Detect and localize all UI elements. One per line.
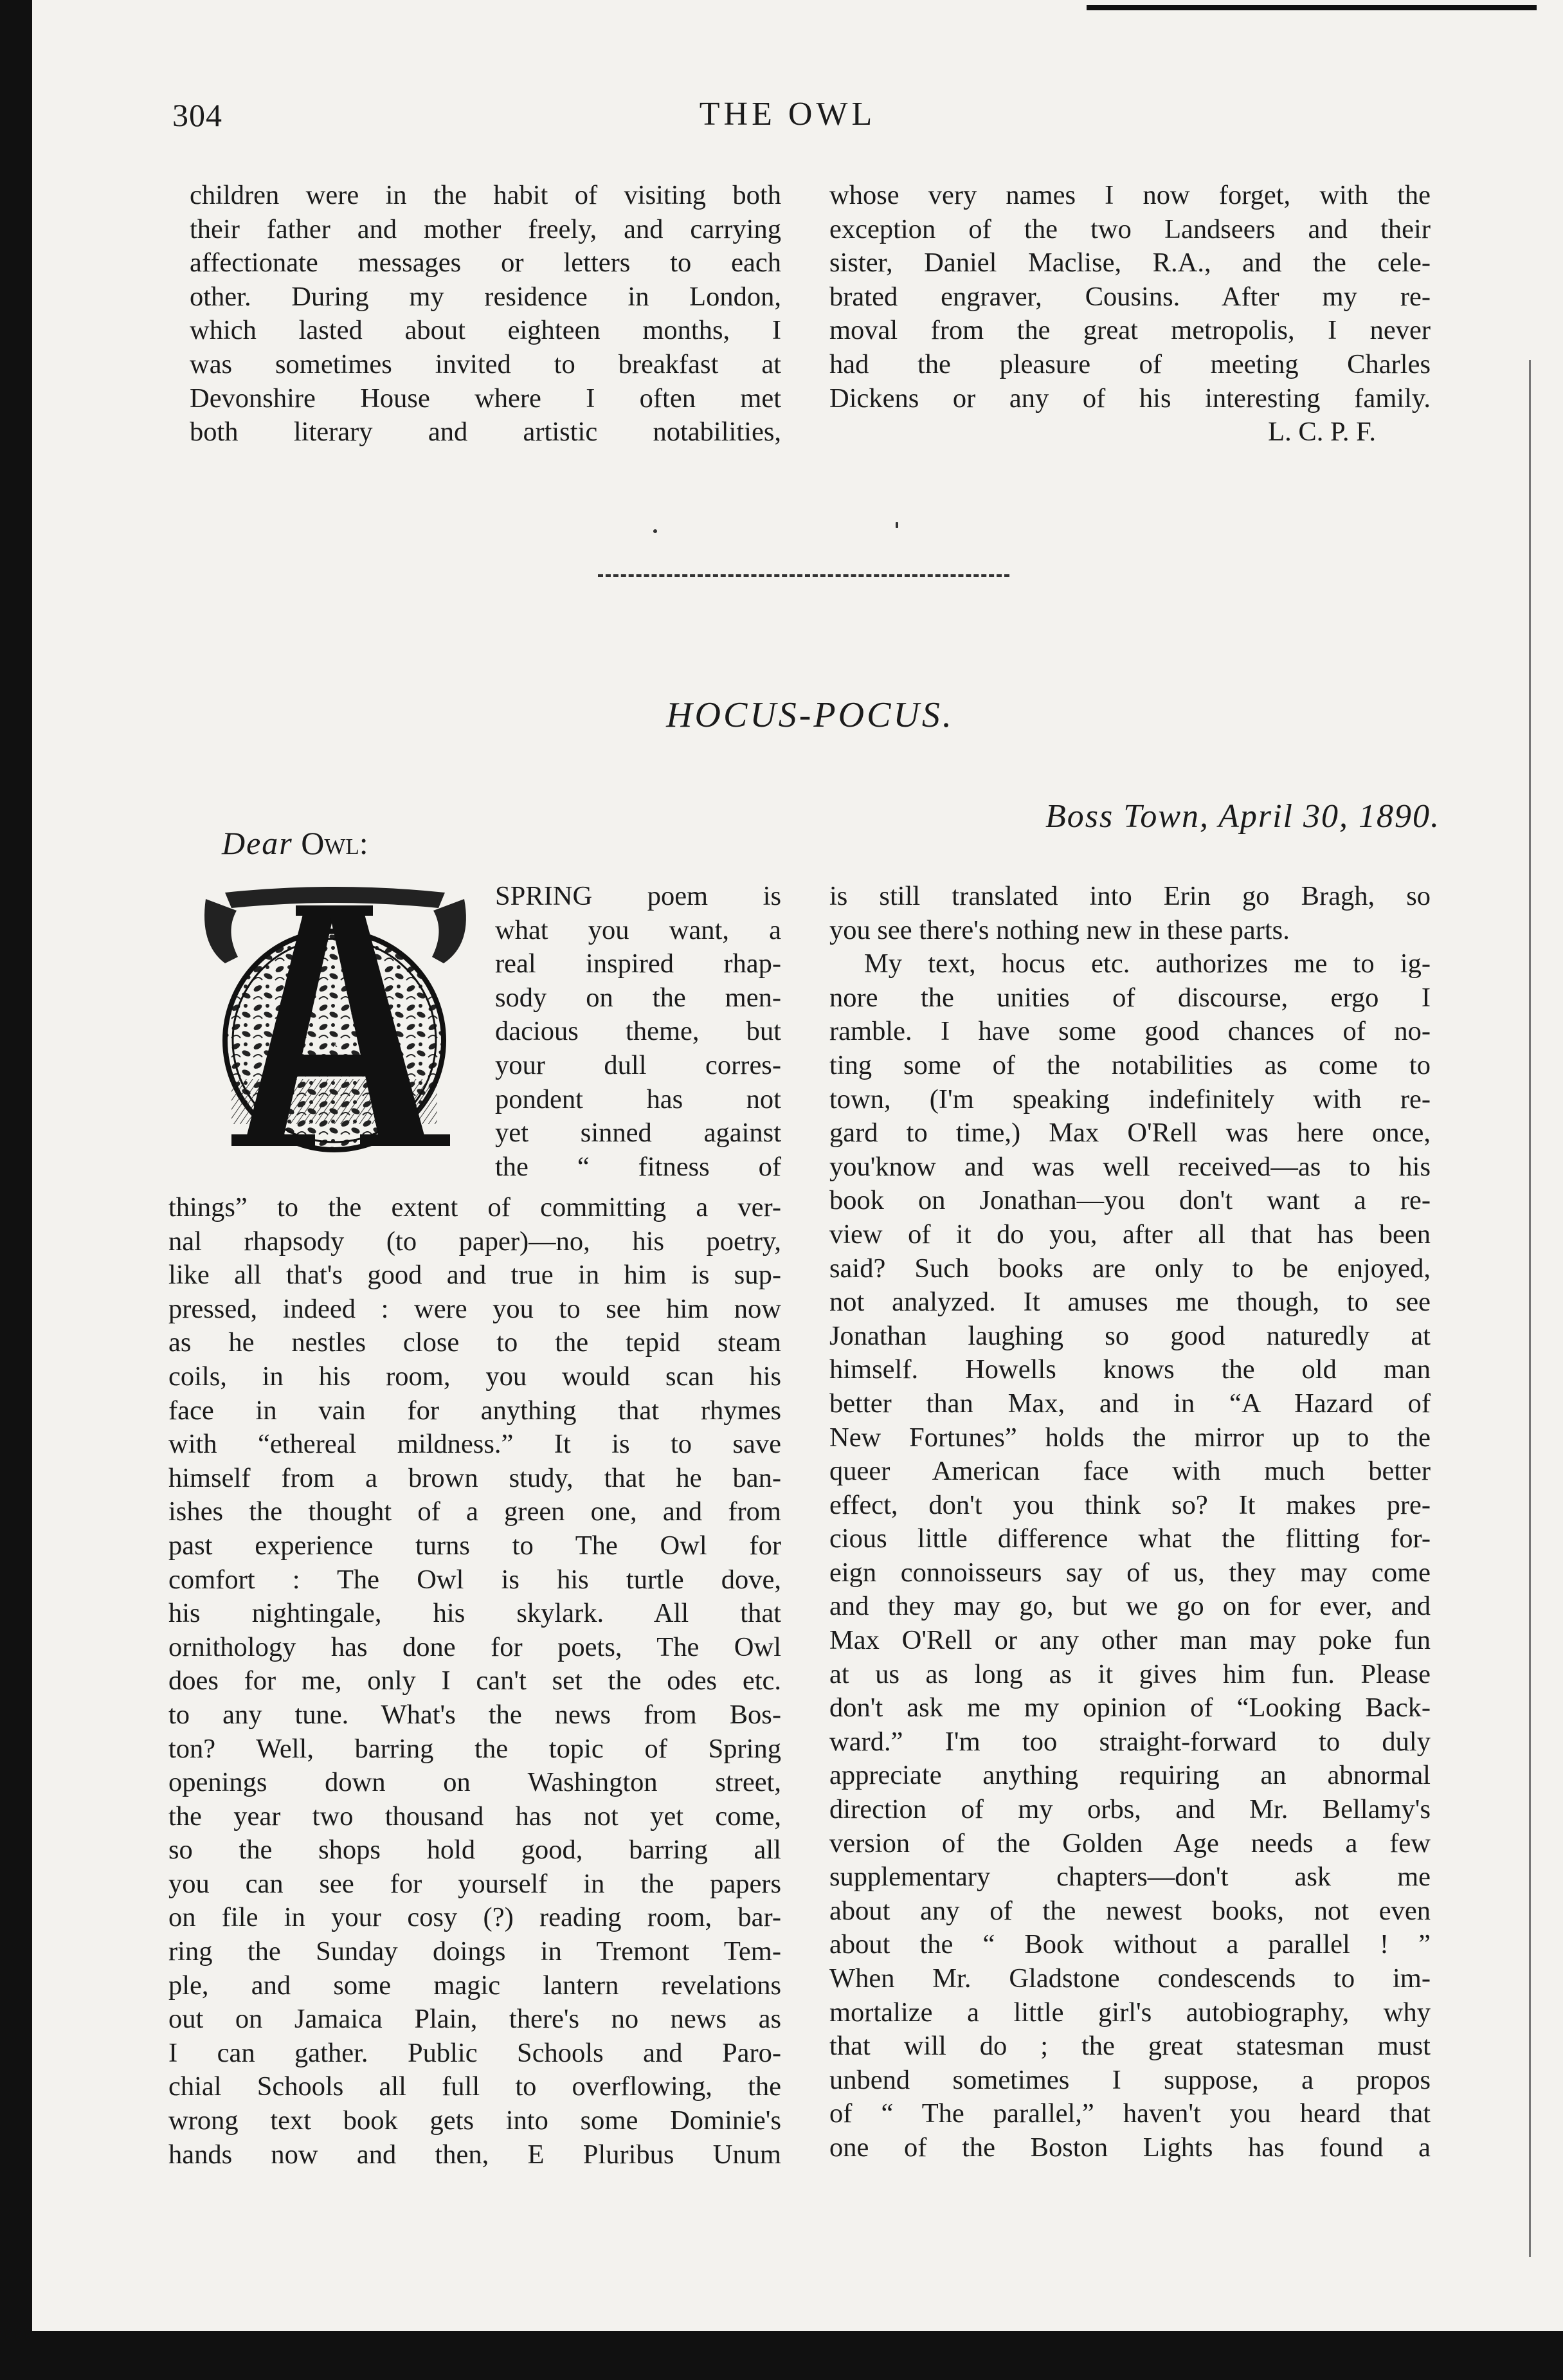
page-number: 304 (172, 97, 222, 133)
text-line: of “ The parallel,” haven't you heard that (829, 2098, 1431, 2129)
text-line: Devonshire House where I often met (190, 383, 781, 413)
text-line: face in vain for anything that rhymes (168, 1395, 781, 1426)
salutation (222, 824, 368, 862)
text-line: pondent has not (495, 1084, 781, 1114)
scan-border-bottom (0, 2331, 1563, 2380)
text-line: pressed, indeed : were you to see him now (168, 1293, 781, 1324)
text-line: view of it do you, after all that has been (829, 1219, 1431, 1249)
text-line: queer American face with much better (829, 1456, 1431, 1487)
text-line: what you want, a (495, 914, 781, 945)
running-title: THE OWL (699, 96, 876, 132)
text-line: other. During my residence in London, (190, 281, 781, 312)
text-line: out on Jamaica Plain, there's no news as (168, 2004, 781, 2035)
text-line: things” to the extent of committing a ver- (168, 1192, 781, 1222)
ornamental-drop-cap (186, 886, 483, 1159)
text-line: When Mr. Gladstone condescends to im- (829, 1963, 1431, 1994)
article-title: HOCUS-POCUS. (666, 695, 954, 735)
salutation-owl: Owl (301, 825, 359, 861)
drop-cap-letter: A (332, 1042, 338, 1049)
text-line: about any of the newest books, not even (829, 1895, 1431, 1926)
scan-border-left (0, 0, 32, 2380)
text-line: himself from a brown study, that he ban- (168, 1462, 781, 1493)
text-line: brated engraver, Cousins. After my re- (829, 281, 1431, 312)
text-line: mortalize a little girl's autobiography, why (829, 1997, 1431, 2028)
text-line: supplementary chapters—don't ask me (829, 1862, 1431, 1893)
text-line: unbend sometimes I suppose, a propos (829, 2064, 1431, 2095)
text-line: so the shops hold good, barring all (168, 1835, 781, 1866)
text-line: does for me, only I can't set the odes etc. (168, 1666, 781, 1696)
text-line: My text, hocus etc. authorizes me to ig- (864, 949, 1431, 979)
text-line: chial Schools all full to overflowing, the (168, 2071, 781, 2102)
section-divider (598, 574, 1009, 577)
scan-border-top (1087, 5, 1537, 10)
text-line: gard to time,) Max O'Rell was here once, (829, 1118, 1431, 1149)
text-line: cious little difference what the flitting for- (829, 1523, 1431, 1554)
text-line: nore the unities of discourse, ergo I (829, 982, 1431, 1013)
text-line: town, (I'm speaking indefinitely with re- (829, 1084, 1431, 1114)
text-line: real inspired rhap- (495, 949, 781, 979)
text-line: and they may go, but we go on for ever, and (829, 1591, 1431, 1622)
text-line: both literary and artistic notabilities, (190, 417, 781, 448)
text-line: his nightingale, his skylark. All that (168, 1598, 781, 1629)
text-line: you see there's nothing new in these parts. (829, 914, 1290, 945)
text-line: sister, Daniel Maclise, R.A., and the cele- (829, 248, 1431, 278)
prev-article-left-column (190, 179, 781, 450)
text-line: exception of the two Landseers and their (829, 213, 1431, 244)
text-line: affectionate messages or letters to each (190, 248, 781, 278)
article-right-column (829, 880, 1431, 2165)
text-line: himself. Howells knows the old man (829, 1354, 1431, 1385)
article-left-column (168, 1191, 781, 2172)
text-line: about the “ Book without a parallel ! ” (829, 1929, 1431, 1960)
text-line: not analyzed. It amuses me though, to see (829, 1287, 1431, 1318)
text-line: ring the Sunday doings in Tremont Tem- (168, 1936, 781, 1967)
text-line: moval from the great metropolis, I never (829, 315, 1431, 346)
text-line: direction of my orbs, and Mr. Bellamy's (829, 1794, 1431, 1825)
text-line: you'know and was well received—as to his (829, 1151, 1431, 1182)
text-line: book on Jonathan—you don't want a re- (829, 1185, 1431, 1216)
text-line: openings down on Washington street, (168, 1767, 781, 1798)
text-line: ornithology has done for poets, The Owl (168, 1631, 781, 1662)
text-line: sody on the men- (495, 982, 781, 1013)
text-line: SPRING poem is (495, 881, 781, 911)
text-line: effect, don't you think so? It makes pre- (829, 1489, 1431, 1520)
text-line: at us as long as it gives him fun. Please (829, 1658, 1431, 1689)
salutation-dear: Dear (222, 825, 293, 861)
text-line: your dull corres- (495, 1049, 781, 1080)
text-line: Dickens or any of his interesting family. (829, 383, 1431, 413)
text-line: appreciate anything requiring an abnormal (829, 1760, 1431, 1791)
text-line: said? Such books are only to be enjoyed, (829, 1253, 1431, 1284)
text-line: eign connoisseurs say of us, they may come (829, 1557, 1431, 1588)
text-line: on file in your cosy (?) reading room, bar- (168, 1902, 781, 1933)
text-line: ton? Well, barring the topic of Spring (168, 1733, 781, 1764)
text-line: whose very names I now forget, with the (829, 180, 1431, 210)
text-line: as he nestles close to the tepid steam (168, 1327, 781, 1358)
text-line: the “ fitness of (495, 1151, 781, 1182)
text-line: ishes the thought of a green one, and from (168, 1496, 781, 1527)
intro-narrow-column (495, 880, 781, 1184)
text-line: their father and mother freely, and carrying (190, 213, 781, 244)
text-line: Jonathan laughing so good naturedly at (829, 1320, 1431, 1351)
text-line: that will do ; the great statesman must (829, 2031, 1431, 2062)
text-line: past experience turns to The Owl for (168, 1530, 781, 1561)
text-line: which lasted about eighteen months, I (190, 315, 781, 346)
divider-dot (653, 529, 657, 533)
text-line: hands now and then, E Pluribus Unum (168, 2139, 781, 2170)
text-line: nal rhapsody (to paper)—no, his poetry, (168, 1226, 781, 1257)
salutation-colon: : (359, 825, 368, 861)
text-line: comfort : The Owl is his turtle dove, (168, 1564, 781, 1595)
dateline: Boss Town, April 30, 1890. (1045, 798, 1440, 835)
scan-fold-line (1529, 360, 1531, 2257)
text-line: wrong text book gets into some Dominie's (168, 2105, 781, 2136)
text-line: version of the Golden Age needs a few (829, 1828, 1431, 1858)
signature: L. C. P. F. (1268, 417, 1376, 448)
text-line: is still translated into Erin go Bragh, so (829, 881, 1431, 911)
text-line: I can gather. Public Schools and Paro- (168, 2037, 781, 2068)
text-line: with “ethereal mildness.” It is to save (168, 1429, 781, 1460)
text-line: better than Max, and in “A Hazard of (829, 1388, 1431, 1419)
text-line: was sometimes invited to breakfast at (190, 349, 781, 379)
text-line: dacious theme, but (495, 1016, 781, 1047)
text-line: had the pleasure of meeting Charles (829, 349, 1431, 379)
text-line: to any tune. What's the news from Bos- (168, 1699, 781, 1730)
text-line: you can see for yourself in the papers (168, 1868, 781, 1899)
text-line: ward.” I'm too straight-forward to duly (829, 1726, 1431, 1757)
text-line: don't ask me my opinion of “Looking Back- (829, 1693, 1431, 1723)
text-line: ple, and some magic lantern revelations (168, 1970, 781, 2001)
text-line: one of the Boston Lights has found a (829, 2132, 1431, 2163)
text-line: ramble. I have some good chances of no- (829, 1016, 1431, 1047)
text-line: New Fortunes” holds the mirror up to the (829, 1422, 1431, 1453)
prev-article-right-column (829, 179, 1431, 450)
divider-dot (896, 522, 898, 528)
text-line: like all that's good and true in him is sup- (168, 1260, 781, 1291)
text-line: children were in the habit of visiting both (190, 180, 781, 210)
text-line: ting some of the notabilities as come to (829, 1049, 1431, 1080)
text-line: Max O'Rell or any other man may poke fun (829, 1625, 1431, 1656)
text-line: coils, in his room, you would scan his (168, 1361, 781, 1392)
text-line: the year two thousand has not yet come, (168, 1801, 781, 1831)
text-line: yet sinned against (495, 1118, 781, 1149)
